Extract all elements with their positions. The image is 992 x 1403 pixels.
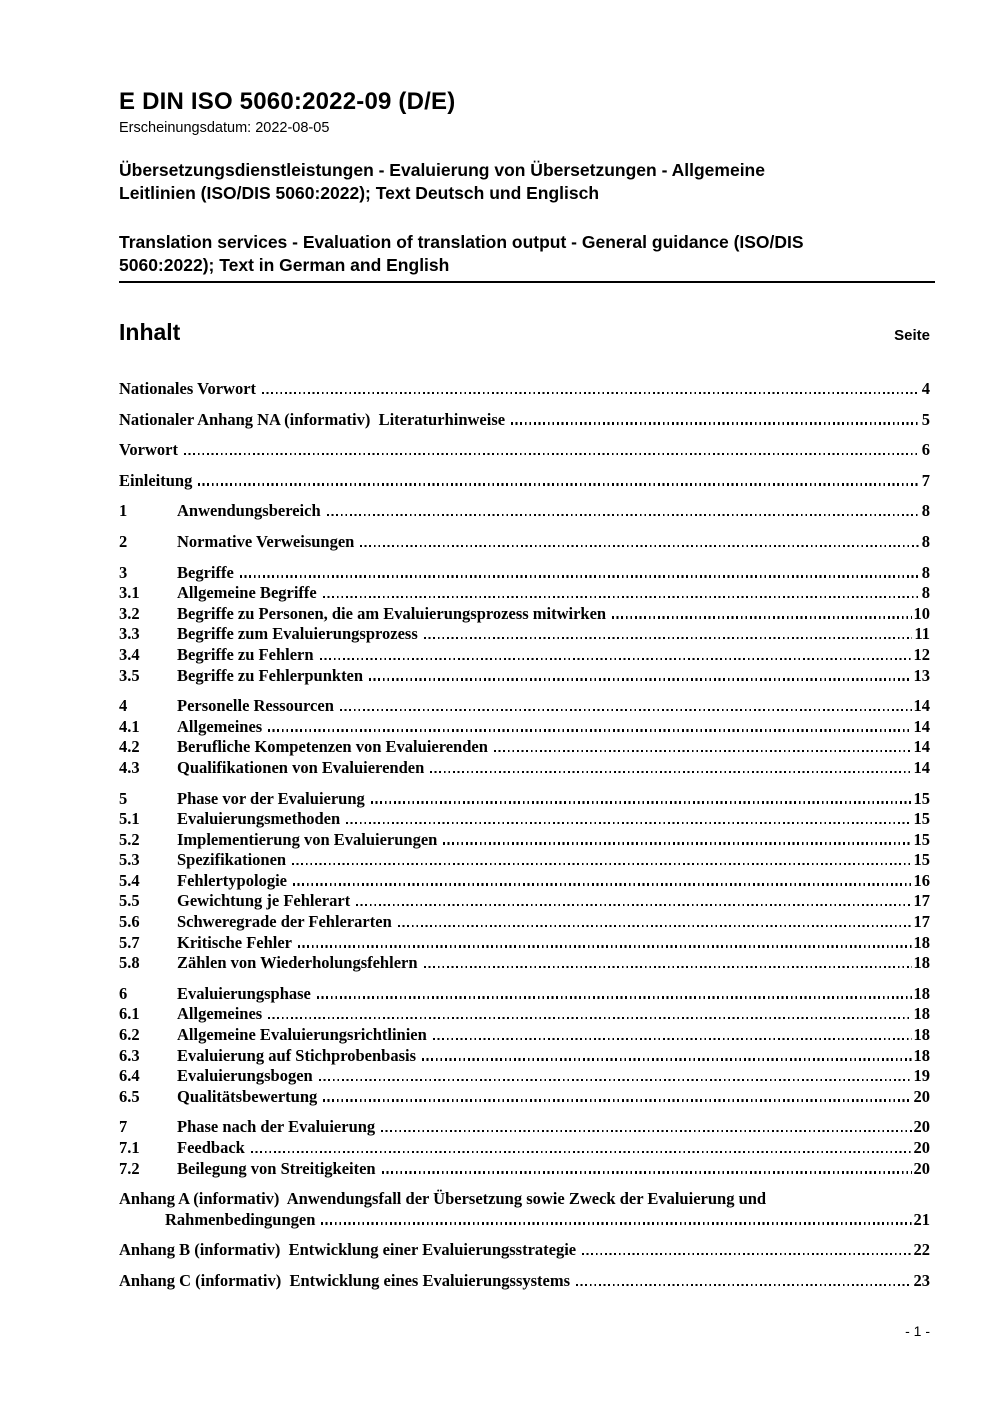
page-footer xyxy=(119,1322,930,1340)
toc-group xyxy=(119,501,930,522)
toc-entry-label: Rahmenbedingungen xyxy=(165,1209,316,1229)
toc-group xyxy=(119,440,930,461)
toc-entry-number: 1 xyxy=(119,501,128,521)
toc-entry-page-number: 15 xyxy=(913,829,930,849)
toc-entry xyxy=(119,666,930,687)
dot-leader xyxy=(268,1017,911,1019)
dot-leader xyxy=(511,422,920,424)
toc-entry xyxy=(119,1066,930,1087)
toc-entry-label: Berufliche Kompetenzen von Evaluierenden xyxy=(177,737,488,757)
toc-entry-page-number: 8 xyxy=(921,562,930,582)
toc-entry xyxy=(119,912,930,933)
toc-entry-number: 5.7 xyxy=(119,932,140,952)
dot-leader xyxy=(323,1099,911,1101)
document-title-german-line1: Übersetzungsdienstleistungen - Evaluierung von Übersetzungen - Allgemeine xyxy=(119,160,765,180)
toc-group xyxy=(119,532,930,553)
dot-leader xyxy=(443,842,911,844)
toc-entry-number: 5.5 xyxy=(119,891,140,911)
toc-entry-number: 5.4 xyxy=(119,870,140,890)
toc-entry-label: Evaluierungsphase xyxy=(177,983,311,1003)
page-content xyxy=(119,0,935,1302)
toc-entry-label: Evaluierungsbogen xyxy=(177,1066,313,1086)
toc-group xyxy=(119,471,930,492)
toc-entry xyxy=(119,953,930,974)
toc-entry-number: 5.3 xyxy=(119,850,140,870)
dot-leader xyxy=(323,596,920,598)
toc-entry xyxy=(119,1138,930,1159)
header-divider xyxy=(119,281,935,283)
dot-leader xyxy=(198,483,919,485)
toc-entry-page-number: 20 xyxy=(913,1117,930,1137)
toc-entry-number: 5 xyxy=(119,788,128,808)
toc-entry-number: 4.2 xyxy=(119,737,140,757)
dot-leader xyxy=(319,1079,912,1081)
toc-group xyxy=(119,984,930,1108)
dot-leader xyxy=(320,658,912,660)
toc-entry-label: Begriffe zu Personen, die am Evaluierungsprozess mitwirken xyxy=(177,603,607,623)
toc-entry-page-number: 20 xyxy=(913,1158,930,1178)
toc-entry-label: Kritische Fehler xyxy=(177,932,293,952)
toc-entry-number: 6.3 xyxy=(119,1045,140,1065)
toc-entry-label: Personelle Ressourcen xyxy=(177,696,334,716)
toc-entry xyxy=(119,440,930,461)
toc-entry-label: Qualifikationen von Evaluierenden xyxy=(177,757,425,777)
toc-entry-page-number: 14 xyxy=(913,757,930,777)
toc-entry-page-number: 11 xyxy=(914,624,930,644)
toc-entry-label: Anwendungsbereich xyxy=(177,501,321,521)
toc-entry-label: Phase vor der Evaluierung xyxy=(177,788,365,808)
toc-entry xyxy=(119,737,930,758)
toc-entry xyxy=(119,789,930,810)
toc-entry-number: 5.6 xyxy=(119,912,140,932)
toc-entry-label: Nationaler Anhang NA (informativ) Literaturhinweise xyxy=(119,409,506,429)
toc-entry xyxy=(119,604,930,625)
dot-leader xyxy=(327,514,920,516)
toc-entry-number: 7.2 xyxy=(119,1158,140,1178)
toc-entry-label: Implementierung von Evaluierungen xyxy=(177,829,438,849)
toc-entry xyxy=(119,1117,930,1138)
toc-entry xyxy=(119,1240,930,1261)
toc-entry xyxy=(119,410,930,431)
toc-entry-label: Begriffe xyxy=(177,562,234,582)
toc-entry-number: 5.2 xyxy=(119,829,140,849)
document-title-english-line2: 5060:2022); Text in German and English xyxy=(119,255,450,275)
toc-group xyxy=(119,1117,930,1179)
toc-entry-page-number: 22 xyxy=(913,1240,930,1260)
toc-entry-page-number: 14 xyxy=(913,696,930,716)
toc-entry-label: Nationales Vorwort xyxy=(119,379,257,398)
dot-leader xyxy=(356,904,911,906)
dot-leader xyxy=(251,1151,912,1153)
toc-entry-page-number: 8 xyxy=(921,583,930,603)
toc-entry-number: 4.3 xyxy=(119,757,140,777)
toc-entry xyxy=(119,1271,930,1292)
toc-entry-page-number: 20 xyxy=(913,1138,930,1157)
dot-leader xyxy=(422,1058,911,1060)
dot-leader xyxy=(262,392,920,394)
toc-entry-number: 3.4 xyxy=(119,644,140,664)
toc-entry xyxy=(119,624,930,645)
toc-entry xyxy=(119,696,930,717)
toc-entry-label: Allgemeine Begriffe xyxy=(177,583,317,603)
dot-leader xyxy=(268,729,911,731)
toc-entries xyxy=(119,379,935,1292)
toc-entry-label: Einleitung xyxy=(119,470,193,490)
toc-page-column-label: Seite xyxy=(894,327,930,344)
toc-entry xyxy=(119,501,930,522)
toc-entry-label: Feedback xyxy=(177,1138,245,1157)
toc-entry-label: Normative Verweisungen xyxy=(177,531,355,551)
toc-entry-page-number: 19 xyxy=(913,1066,930,1086)
toc-group xyxy=(119,410,930,431)
toc-entry-page-number: 18 xyxy=(913,1045,930,1065)
toc-entry xyxy=(119,758,930,779)
toc-entry-label: Phase nach der Evaluierung xyxy=(177,1117,376,1137)
dot-leader xyxy=(346,822,911,824)
toc-entry xyxy=(119,850,930,871)
toc-entry-label: Begriffe zu Fehlern xyxy=(177,644,314,664)
dot-leader xyxy=(424,966,912,968)
toc-entry-page-number: 18 xyxy=(913,932,930,952)
toc-entry-page-number: 10 xyxy=(913,603,930,623)
toc-entry-page-number: 18 xyxy=(913,953,930,973)
toc-entry-page-number: 8 xyxy=(921,501,930,521)
toc-entry-label: Vorwort xyxy=(119,440,178,460)
toc-entry-page-number: 14 xyxy=(913,716,930,736)
toc-entry-page-number: 18 xyxy=(913,983,930,1003)
toc-header-row xyxy=(119,319,935,346)
toc-entry-label: Evaluierungsmethoden xyxy=(177,809,341,829)
toc-entry xyxy=(119,809,930,830)
toc-entry xyxy=(119,830,930,851)
toc-entry xyxy=(119,532,930,553)
dot-leader xyxy=(582,1253,911,1255)
document-title-english xyxy=(119,231,935,277)
toc-heading: Inhalt xyxy=(119,319,181,345)
dot-leader xyxy=(317,996,912,998)
document-title-german xyxy=(119,159,935,205)
dot-leader xyxy=(292,863,911,865)
toc-entry xyxy=(119,1004,930,1025)
dot-leader xyxy=(321,1222,911,1224)
dot-leader xyxy=(340,709,912,711)
toc-entry xyxy=(119,933,930,954)
toc-entry-page-number: 4 xyxy=(921,379,930,398)
toc-entry-number: 6 xyxy=(119,983,128,1003)
toc-entry-page-number: 14 xyxy=(913,737,930,757)
dot-leader xyxy=(494,750,912,752)
toc-entry-label: Evaluierung auf Stichprobenbasis xyxy=(177,1045,417,1065)
toc-entry-page-number: 12 xyxy=(913,644,930,664)
toc-entry-number: 6.4 xyxy=(119,1066,140,1086)
toc-entry-page-number: 18 xyxy=(913,1025,930,1045)
toc-entry-number: 2 xyxy=(119,531,128,551)
toc-entry-page-number: 5 xyxy=(921,409,930,429)
dot-leader xyxy=(371,801,912,803)
toc-entry-number: 7.1 xyxy=(119,1138,140,1157)
toc-entry-label: Anhang C (informativ) Entwicklung eines Evaluierungssystems xyxy=(119,1270,571,1290)
toc-entry xyxy=(119,583,930,604)
toc-entry xyxy=(119,891,930,912)
dot-leader xyxy=(240,575,920,577)
dot-leader xyxy=(382,1171,912,1173)
document-title-english-line1: Translation services - Evaluation of translation output - General guidance (ISO/DIS xyxy=(119,232,804,252)
toc-entry-page-number: 16 xyxy=(913,870,930,890)
toc-entry-number: 3.2 xyxy=(119,603,140,623)
toc-group xyxy=(119,1240,930,1261)
footer-page-number: - 1 - xyxy=(905,1323,930,1339)
toc-entry xyxy=(119,1046,930,1067)
toc-entry-number: 6.1 xyxy=(119,1004,140,1024)
dot-leader xyxy=(360,545,919,547)
toc-entry xyxy=(119,563,930,584)
toc-entry-label: Begriffe zum Evaluierungsprozess xyxy=(177,624,418,644)
toc-group xyxy=(119,696,930,778)
dot-leader xyxy=(398,925,912,927)
toc-entry-label: Allgemeine Evaluierungsrichtlinien xyxy=(177,1025,427,1045)
toc-entry-number: 3.3 xyxy=(119,624,140,644)
toc-entry-number: 3.1 xyxy=(119,583,140,603)
toc-entry xyxy=(119,717,930,738)
dot-leader xyxy=(612,616,911,618)
toc-entry-page-number: 15 xyxy=(913,788,930,808)
dot-leader xyxy=(184,453,920,455)
toc-entry-first-line: Anhang A (informativ) Anwendungsfall der Übersetzung sowie Zweck der Evaluierung und xyxy=(119,1189,767,1209)
toc-entry-page-number: 23 xyxy=(913,1270,930,1290)
dot-leader xyxy=(298,945,911,947)
toc-group xyxy=(119,789,930,974)
toc-entry-number: 4.1 xyxy=(119,716,140,736)
toc-entry-page-number: 15 xyxy=(913,809,930,829)
toc-entry xyxy=(119,379,930,400)
toc-group xyxy=(119,379,930,400)
toc-entry-number: 4 xyxy=(119,696,128,716)
dot-leader xyxy=(381,1130,911,1132)
toc-entry-label: Gewichtung je Fehlerart xyxy=(177,891,351,911)
toc-entry xyxy=(119,1087,930,1108)
document-number: E DIN ISO 5060:2022-09 (D/E) xyxy=(119,88,456,115)
toc-entry xyxy=(119,645,930,666)
toc-entry-label: Anhang B (informativ) Entwicklung einer Evaluierungsstrategie xyxy=(119,1240,577,1260)
toc-entry-label: Begriffe zu Fehlerpunkten xyxy=(177,665,364,685)
toc-entry-label: Zählen von Wiederholungsfehlern xyxy=(177,953,418,973)
toc-entry-number: 3.5 xyxy=(119,665,140,685)
toc-entry-page-number: 8 xyxy=(921,531,930,551)
dot-leader xyxy=(433,1038,912,1040)
toc-entry-number: 6.5 xyxy=(119,1086,140,1106)
dot-leader xyxy=(369,678,911,680)
toc-entry-page-number: 21 xyxy=(913,1209,930,1229)
toc-entry-page-number: 6 xyxy=(921,440,930,460)
toc-entry-number: 6.2 xyxy=(119,1025,140,1045)
toc-entry-number: 5.1 xyxy=(119,809,140,829)
dot-leader xyxy=(430,771,911,773)
toc-entry xyxy=(119,1159,930,1180)
toc-entry xyxy=(119,871,930,892)
toc-entry-page-number: 15 xyxy=(913,850,930,870)
toc-entry xyxy=(119,1210,930,1231)
toc-entry-number: 7 xyxy=(119,1117,128,1137)
toc-group xyxy=(119,1189,930,1230)
toc-entry xyxy=(119,471,930,492)
dot-leader xyxy=(576,1284,911,1286)
toc-entry-page-number: 17 xyxy=(913,891,930,911)
toc-entry-label: Fehlertypologie xyxy=(177,870,287,890)
dot-leader xyxy=(424,637,913,639)
toc-entry xyxy=(119,984,930,1005)
toc-entry-number: 3 xyxy=(119,562,128,582)
toc-group xyxy=(119,1271,930,1292)
toc-entry xyxy=(119,1025,930,1046)
toc-entry-label: Schweregrade der Fehlerarten xyxy=(177,912,392,932)
toc-entry-page-number: 20 xyxy=(913,1086,930,1106)
dot-leader xyxy=(293,883,912,885)
document-title-german-line2: Leitlinien (ISO/DIS 5060:2022); Text Deutsch und Englisch xyxy=(119,183,600,203)
toc-entry-label: Allgemeines xyxy=(177,716,263,736)
publication-date: Erscheinungsdatum: 2022-08-05 xyxy=(119,120,330,136)
toc-entry-page-number: 18 xyxy=(913,1004,930,1024)
toc-entry-number: 5.8 xyxy=(119,953,140,973)
toc-entry-page-number: 17 xyxy=(913,912,930,932)
toc-entry-page-number: 7 xyxy=(921,470,930,490)
toc-entry-label: Qualitätsbewertung xyxy=(177,1086,318,1106)
toc-group xyxy=(119,563,930,687)
toc-entry-page-number: 13 xyxy=(913,665,930,685)
toc-entry-label: Spezifikationen xyxy=(177,850,287,870)
toc-entry-label: Beilegung von Streitigkeiten xyxy=(177,1158,376,1178)
toc-entry-label: Allgemeines xyxy=(177,1004,263,1024)
